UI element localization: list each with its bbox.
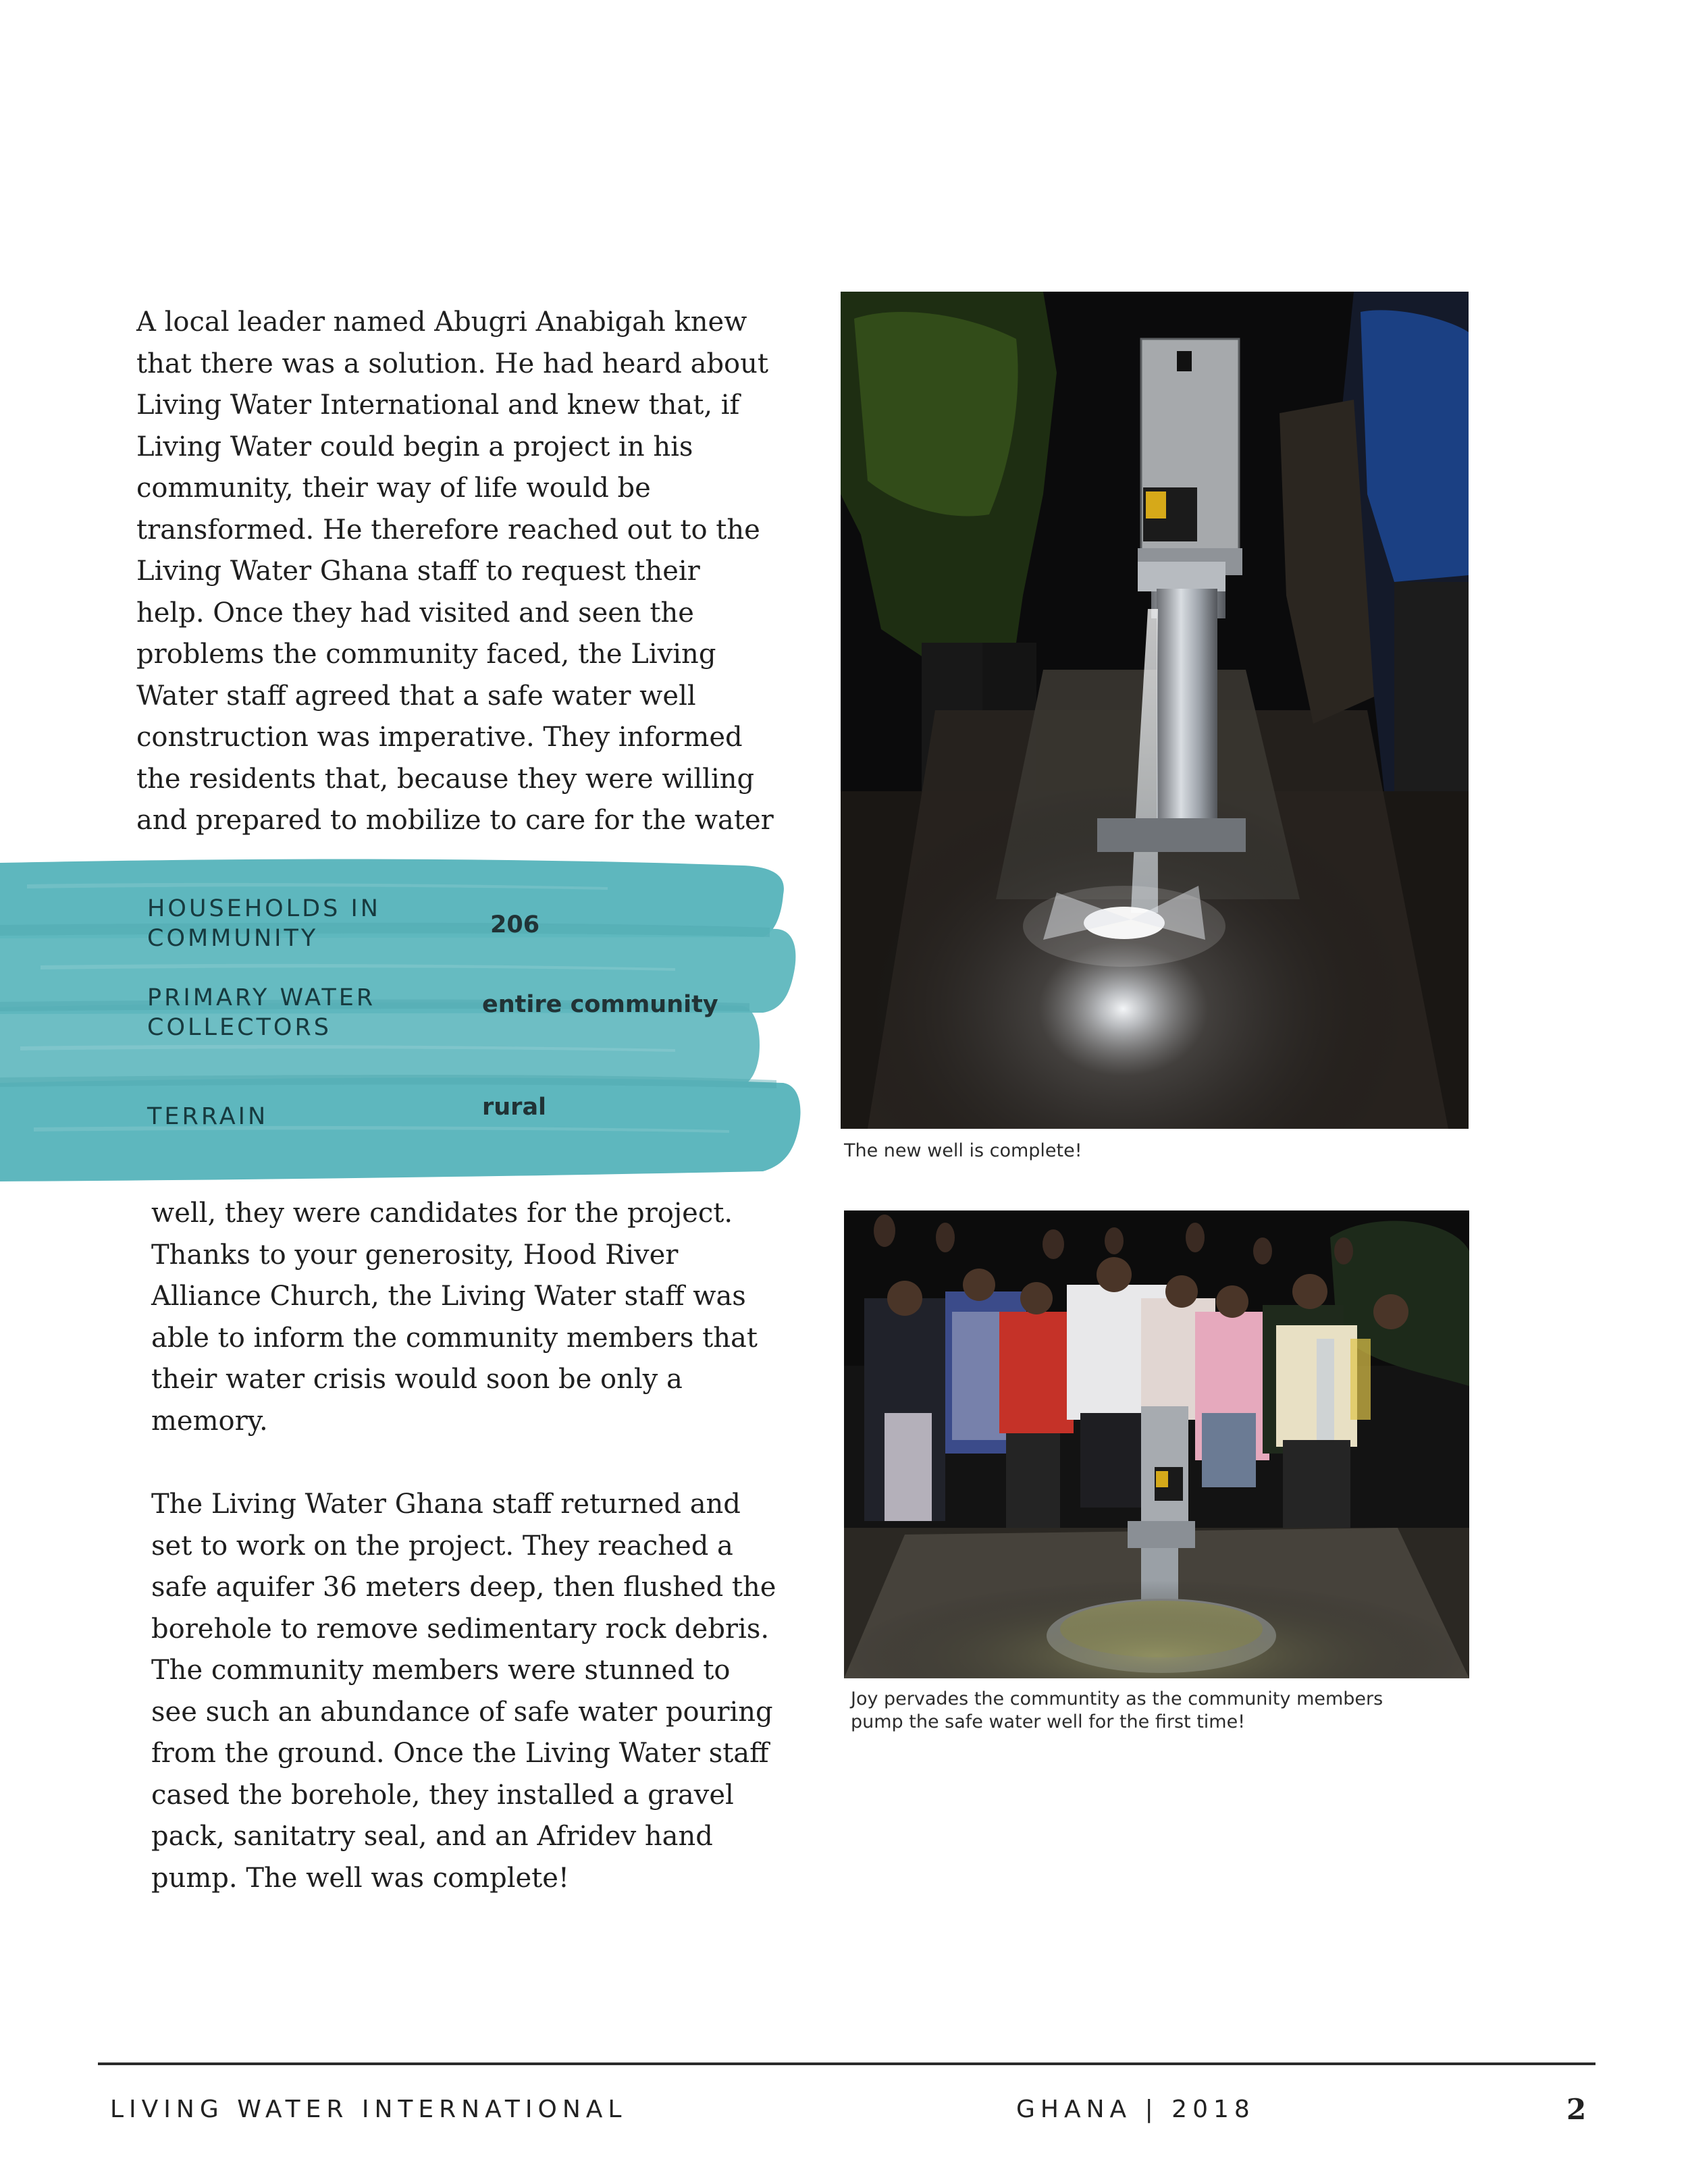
text-line: their water crisis would soon be only a <box>151 1364 683 1395</box>
article-paragraph-2 <box>151 1193 799 1442</box>
text-line: pack, sanitatry seal, and an Afridev hand <box>151 1821 713 1852</box>
brush-stroke-background <box>0 857 810 1181</box>
text-line: Alliance Church, the Living Water staff was <box>151 1281 746 1312</box>
photo-2-caption-line-1: Joy pervades the communtity as the community members <box>851 1688 1383 1709</box>
well-pump-illustration <box>841 292 1469 1129</box>
text-line: the residents that, because they were willing <box>136 763 755 795</box>
text-line: Living Water could begin a project in his <box>136 431 693 462</box>
text-line: transformed. He therefore reached out to the <box>136 514 760 545</box>
text-line: The community members were stunned to <box>151 1655 731 1686</box>
text-line: well, they were candidates for the project. <box>151 1198 733 1229</box>
community-stats-band <box>0 857 810 1181</box>
text-line: Living Water International and knew that, if <box>136 390 740 421</box>
text-line: pump. The well was complete! <box>151 1862 570 1894</box>
households-label-line-1: HOUSEHOLDS IN <box>147 895 381 922</box>
article-paragraph-3 <box>151 1484 799 1899</box>
footer-organization: LIVING WATER INTERNATIONAL <box>110 2096 627 2123</box>
text-line: borehole to remove sedimentary rock debris. <box>151 1613 770 1645</box>
text-line: Water staff agreed that a safe water well <box>136 680 696 712</box>
footer-divider <box>98 2062 1595 2065</box>
text-line: cased the borehole, they installed a gravel <box>151 1779 734 1811</box>
text-line: A local leader named Abugri Anabigah knew <box>136 307 747 338</box>
text-line: and prepared to mobilize to care for the water <box>136 805 774 836</box>
photo-2-caption <box>851 1688 1479 1734</box>
households-label <box>147 894 381 953</box>
photo-well-pump-water-flow <box>841 292 1469 1129</box>
text-line: from the ground. Once the Living Water staff <box>151 1738 769 1769</box>
text-line: see such an abundance of safe water pouring <box>151 1696 773 1728</box>
collectors-label-line-2: COLLECTORS <box>147 1014 332 1041</box>
text-line: community, their way of life would be <box>136 473 651 504</box>
text-line: construction was imperative. They informed <box>136 722 743 753</box>
text-line: able to inform the community members that <box>151 1322 758 1354</box>
photo-2-caption-line-2: pump the safe water well for the first time! <box>851 1711 1246 1732</box>
text-line: The Living Water Ghana staff returned and <box>151 1489 741 1520</box>
households-value: 206 <box>490 911 540 938</box>
footer-region-year: GHANA | 2018 <box>1016 2096 1255 2123</box>
text-line: that there was a solution. He had heard about <box>136 348 768 379</box>
page-number: 2 <box>1566 2093 1587 2126</box>
collectors-label-line-1: PRIMARY WATER <box>147 984 376 1011</box>
text-line: safe aquifer 36 meters deep, then flushed the <box>151 1572 776 1603</box>
text-line: Thanks to your generosity, Hood River <box>151 1239 679 1271</box>
primary-water-collectors-value: entire community <box>482 991 718 1018</box>
primary-water-collectors-label <box>147 983 375 1042</box>
photo-community-celebration <box>844 1210 1469 1678</box>
article-paragraph-1 <box>136 302 785 842</box>
text-line: help. Once they had visited and seen the <box>136 597 694 629</box>
terrain-label: TERRAIN <box>147 1103 269 1130</box>
text-line: Living Water Ghana staff to request their <box>136 556 700 587</box>
photo-1-caption: The new well is complete! <box>844 1140 1082 1161</box>
text-line: set to work on the project. They reached a <box>151 1530 733 1562</box>
text-line: problems the community faced, the Living <box>136 639 716 670</box>
text-line: memory. <box>151 1405 268 1437</box>
households-label-line-2: COMMUNITY <box>147 925 319 952</box>
terrain-value: rural <box>482 1094 547 1121</box>
community-celebration-illustration <box>844 1210 1469 1678</box>
